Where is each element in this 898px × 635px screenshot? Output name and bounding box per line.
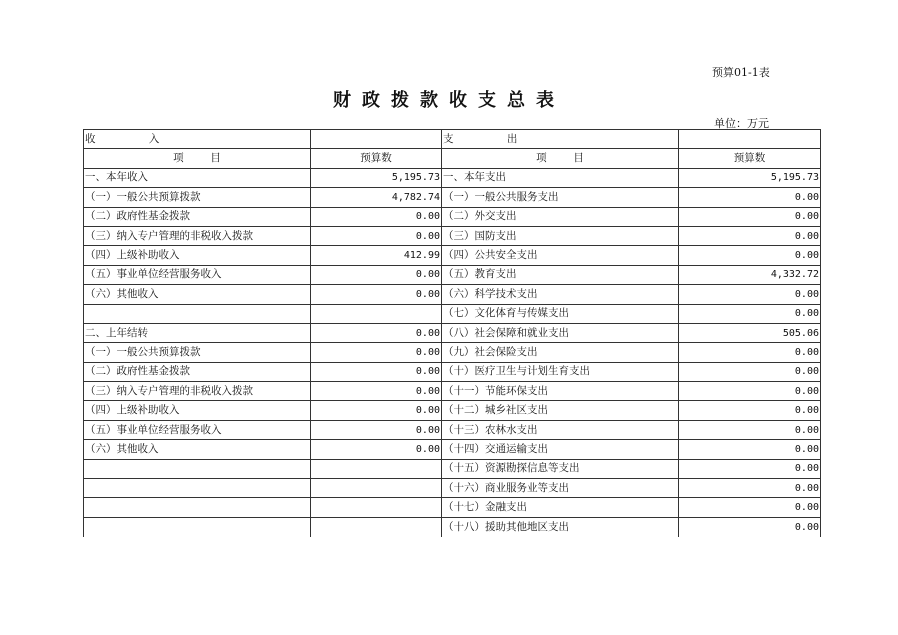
expense-amount: 0.00 bbox=[679, 459, 821, 478]
unit-label: 单位：万元 bbox=[714, 117, 769, 130]
expense-item: （一）一般公共服务支出 bbox=[442, 188, 679, 207]
income-amount bbox=[311, 479, 442, 498]
income-item: （六）其他收入 bbox=[84, 440, 311, 459]
column-header-row bbox=[84, 149, 821, 168]
expense-item: （八）社会保障和就业支出 bbox=[442, 323, 679, 342]
income-item: （三）纳入专户管理的非税收入拨款 bbox=[84, 382, 311, 401]
expense-amount: 0.00 bbox=[679, 304, 821, 323]
expense-item-header: 项 目 bbox=[442, 149, 679, 168]
expense-item: （十四）交通运输支出 bbox=[442, 440, 679, 459]
table-row bbox=[84, 498, 821, 517]
expense-item: （七）文化体育与传媒支出 bbox=[442, 304, 679, 323]
income-amount: 0.00 bbox=[311, 285, 442, 304]
income-group-spacer bbox=[311, 130, 442, 149]
expense-item: （十）医疗卫生与计划生育支出 bbox=[442, 362, 679, 381]
income-item bbox=[84, 517, 311, 536]
income-amount: 0.00 bbox=[311, 323, 442, 342]
table-row bbox=[84, 420, 821, 439]
income-amount: 0.00 bbox=[311, 207, 442, 226]
income-amount: 0.00 bbox=[311, 420, 442, 439]
income-amount: 0.00 bbox=[311, 226, 442, 245]
table-row bbox=[84, 362, 821, 381]
expense-amount: 0.00 bbox=[679, 401, 821, 420]
income-item bbox=[84, 498, 311, 517]
income-amount bbox=[311, 517, 442, 536]
expense-item: （十一）节能环保支出 bbox=[442, 382, 679, 401]
income-amount bbox=[311, 304, 442, 323]
expense-amount: 0.00 bbox=[679, 246, 821, 265]
income-item: （六）其他收入 bbox=[84, 285, 311, 304]
expense-amount: 0.00 bbox=[679, 207, 821, 226]
table-row bbox=[84, 479, 821, 498]
expense-amount: 0.00 bbox=[679, 517, 821, 536]
income-amount: 0.00 bbox=[311, 440, 442, 459]
table-row bbox=[84, 323, 821, 342]
income-amount: 4,782.74 bbox=[311, 188, 442, 207]
expense-amount: 0.00 bbox=[679, 188, 821, 207]
income-item bbox=[84, 479, 311, 498]
table-row bbox=[84, 401, 821, 420]
table-row bbox=[84, 304, 821, 323]
income-amount bbox=[311, 459, 442, 478]
expense-amount: 0.00 bbox=[679, 440, 821, 459]
income-item: 一、本年收入 bbox=[84, 168, 311, 187]
budget-table bbox=[83, 129, 821, 537]
income-amount: 0.00 bbox=[311, 265, 442, 284]
table-row bbox=[84, 265, 821, 284]
income-amount: 412.99 bbox=[311, 246, 442, 265]
expense-amount: 0.00 bbox=[679, 420, 821, 439]
income-item: （一）一般公共预算拨款 bbox=[84, 188, 311, 207]
income-item: （二）政府性基金拨款 bbox=[84, 207, 311, 226]
expense-amount: 0.00 bbox=[679, 226, 821, 245]
expense-amount-header: 预算数 bbox=[679, 149, 821, 168]
income-amount: 5,195.73 bbox=[311, 168, 442, 187]
table-row bbox=[84, 517, 821, 536]
table-row bbox=[84, 207, 821, 226]
table-row bbox=[84, 285, 821, 304]
income-item: （三）纳入专户管理的非税收入拨款 bbox=[84, 226, 311, 245]
group-header-row bbox=[84, 130, 821, 149]
expense-item: （九）社会保险支出 bbox=[442, 343, 679, 362]
expense-item: 一、本年支出 bbox=[442, 168, 679, 187]
income-group-header: 收 入 bbox=[84, 130, 311, 149]
expense-item: （十七）金融支出 bbox=[442, 498, 679, 517]
income-item bbox=[84, 459, 311, 478]
table-row bbox=[84, 226, 821, 245]
table-row bbox=[84, 188, 821, 207]
expense-item: （六）科学技术支出 bbox=[442, 285, 679, 304]
expense-amount: 0.00 bbox=[679, 479, 821, 498]
income-item: （四）上级补助收入 bbox=[84, 246, 311, 265]
table-row bbox=[84, 246, 821, 265]
page-title: 财政拨款收支总表 bbox=[333, 90, 565, 111]
expense-item: （十五）资源勘探信息等支出 bbox=[442, 459, 679, 478]
expense-item: （三）国防支出 bbox=[442, 226, 679, 245]
expense-item: （十六）商业服务业等支出 bbox=[442, 479, 679, 498]
expense-group-spacer bbox=[679, 130, 821, 149]
expense-amount: 0.00 bbox=[679, 285, 821, 304]
income-item-header: 项 目 bbox=[84, 149, 311, 168]
income-item: （五）事业单位经营服务收入 bbox=[84, 420, 311, 439]
expense-amount: 0.00 bbox=[679, 362, 821, 381]
form-number: 预算01-1表 bbox=[712, 66, 770, 79]
expense-item: （二）外交支出 bbox=[442, 207, 679, 226]
income-item bbox=[84, 304, 311, 323]
expense-item: （十八）援助其他地区支出 bbox=[442, 517, 679, 536]
income-amount: 0.00 bbox=[311, 382, 442, 401]
expense-item: （五）教育支出 bbox=[442, 265, 679, 284]
table-row bbox=[84, 168, 821, 187]
income-item: （四）上级补助收入 bbox=[84, 401, 311, 420]
expense-amount: 0.00 bbox=[679, 498, 821, 517]
income-amount-header: 预算数 bbox=[311, 149, 442, 168]
table-row bbox=[84, 382, 821, 401]
income-amount: 0.00 bbox=[311, 362, 442, 381]
table-row bbox=[84, 459, 821, 478]
expense-amount: 0.00 bbox=[679, 343, 821, 362]
expense-amount: 4,332.72 bbox=[679, 265, 821, 284]
income-item: （五）事业单位经营服务收入 bbox=[84, 265, 311, 284]
income-amount: 0.00 bbox=[311, 401, 442, 420]
expense-amount: 505.06 bbox=[679, 323, 821, 342]
income-item: （二）政府性基金拨款 bbox=[84, 362, 311, 381]
expense-amount: 5,195.73 bbox=[679, 168, 821, 187]
income-amount: 0.00 bbox=[311, 343, 442, 362]
income-item: （一）一般公共预算拨款 bbox=[84, 343, 311, 362]
income-item: 二、上年结转 bbox=[84, 323, 311, 342]
table-row bbox=[84, 343, 821, 362]
expense-item: （十二）城乡社区支出 bbox=[442, 401, 679, 420]
expense-group-header: 支 出 bbox=[442, 130, 679, 149]
expense-item: （四）公共安全支出 bbox=[442, 246, 679, 265]
expense-amount: 0.00 bbox=[679, 382, 821, 401]
expense-item: （十三）农林水支出 bbox=[442, 420, 679, 439]
income-amount bbox=[311, 498, 442, 517]
table-row bbox=[84, 440, 821, 459]
